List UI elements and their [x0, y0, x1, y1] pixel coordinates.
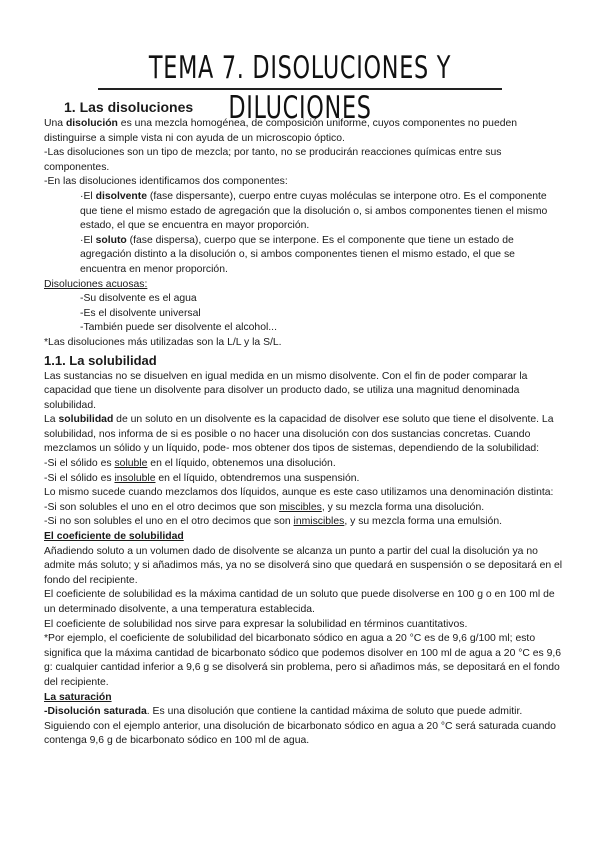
title-underline	[98, 88, 502, 90]
paragraph-coef-example: *Por ejemplo, el coeficiente de solubilidad del bicarbonato sódico en agua a 20 °C es de 9,6 g/100 ml; esto significa que la máxima cantidad de bicarbonato sódico que podemos disolver en 100 ml de agua a 20 °C es 9,6 g: cualquier cantidad inferior a 9,6 g se disolverá sin problema, pero si añadimos más, se depositará en el fondo del recipiente.	[44, 633, 562, 688]
paragraph-soluble: -Si el sólido es soluble en el líquido, obtenemos una disolución.	[44, 458, 336, 470]
page-title: TEMA 7. DISOLUCIONES Y DILUCIONES	[148, 50, 452, 126]
paragraph-inmiscibles: -Si no son solubles el uno en el otro decimos que son inmiscibles, y su mezcla forma una emulsión.	[44, 516, 502, 528]
paragraph-liquids: Lo mismo sucede cuando mezclamos dos líquidos, aunque es este caso utilizamos una denominación distinta:	[44, 487, 554, 499]
subheading-acuosas: Disoluciones acuosas:	[44, 278, 148, 290]
list-item: -También puede ser disolvente el alcohol...	[80, 322, 277, 334]
section-heading-saturacion: La saturación	[44, 691, 112, 703]
paragraph-definition: Una disolución es una mezcla homogénea, de composición uniforme, cuyos componentes no pueden distinguirse a simple vista ni con ayuda de un microscopio óptico.	[44, 118, 518, 144]
section-heading-coeficiente: El coeficiente de solubilidad	[44, 531, 184, 543]
paragraph-soluto: ·El soluto (fase dispersa), cuerpo que se interpone. Es el componente que tiene un estado de agregación distinto a la disolución o, si ambos componentes tienen el mismo estado, el que se encuentra en menor proporción.	[80, 234, 515, 275]
section-heading-disoluciones: 1. Las disoluciones	[64, 99, 194, 115]
paragraph-solubility-intro: Las sustancias no se disuelven en igual medida en un mismo disolvente. Con el fin de poder comparar la capacidad que tiene un disolvente para disolver un producto dado, se utiliza una magnitud denominada solubilidad.	[44, 370, 528, 411]
paragraph-solubility-def: La solubilidad de un soluto en un disolvente es la capacidad de disolver ese soluto que tiene el disolvente. La solubilidad, nos informa de si es posible o no hacer una disolución con dos sustancias concretas. Cuando mezclamos un sólido y un líquido, pode- mos obtener dos tipos de sistemas, dependiendo de la solubilidad:	[44, 414, 554, 455]
paragraph-coef-intro: Añadiendo soluto a un volumen dado de disolvente se alcanza un punto a partir del cual la disolución ya no admite más soluto; y si añadimos más, ya no se disolverá sino que quedará en suspensión o se depositará en el fondo del recipiente.	[44, 545, 563, 586]
paragraph-coef-use: El coeficiente de solubilidad nos sirve para expresar la solubilidad en términos cuantitativos.	[44, 618, 468, 630]
document-body	[44, 98, 564, 749]
paragraph-components: -En las disoluciones identificamos dos componentes:	[44, 176, 288, 188]
list-item: -Su disolvente es el agua	[80, 293, 197, 305]
list-item: -Es el disolvente universal	[80, 307, 201, 319]
section-heading-solubilidad: 1.1. La solubilidad	[44, 352, 157, 368]
paragraph-miscibles: -Si son solubles el uno en el otro decimos que son miscibles, y su mezcla forma una disolución.	[44, 501, 485, 513]
note-text: *Las disoluciones más utilizadas son la L/L y la S/L.	[44, 336, 282, 348]
paragraph-mixture: -Las disoluciones son un tipo de mezcla; por tanto, no se producirán reacciones químicas entre sus componentes.	[44, 147, 502, 173]
paragraph-coef-def: El coeficiente de solubilidad es la máxima cantidad de un soluto que puede disolverse en 100 g o en 100 ml de un determinado disolvente, a una temperatura establecida.	[44, 589, 555, 615]
paragraph-insoluble: -Si el sólido es insoluble en el líquido, obtendremos una suspensión.	[44, 472, 360, 484]
paragraph-saturada: -Disolución saturada. Es una disolución que contiene la cantidad máxima de soluto que puede admitir. Siguiendo con el ejemplo anterior, una disolución de bicarbonato sódico en agua a 20 °C será saturada cuando contenga 9,6 g de bicarbonato sódico en 100 ml de agua.	[44, 706, 556, 747]
paragraph-disolvente: ·El disolvente (fase dispersante), cuerpo entre cuyas moléculas se interpone otro. Es el componente que tiene el mismo estado de agregación que la disolución o, si ambos componentes tienen el mismo estado, el que se encuentra en mayor proporción.	[80, 190, 548, 232]
